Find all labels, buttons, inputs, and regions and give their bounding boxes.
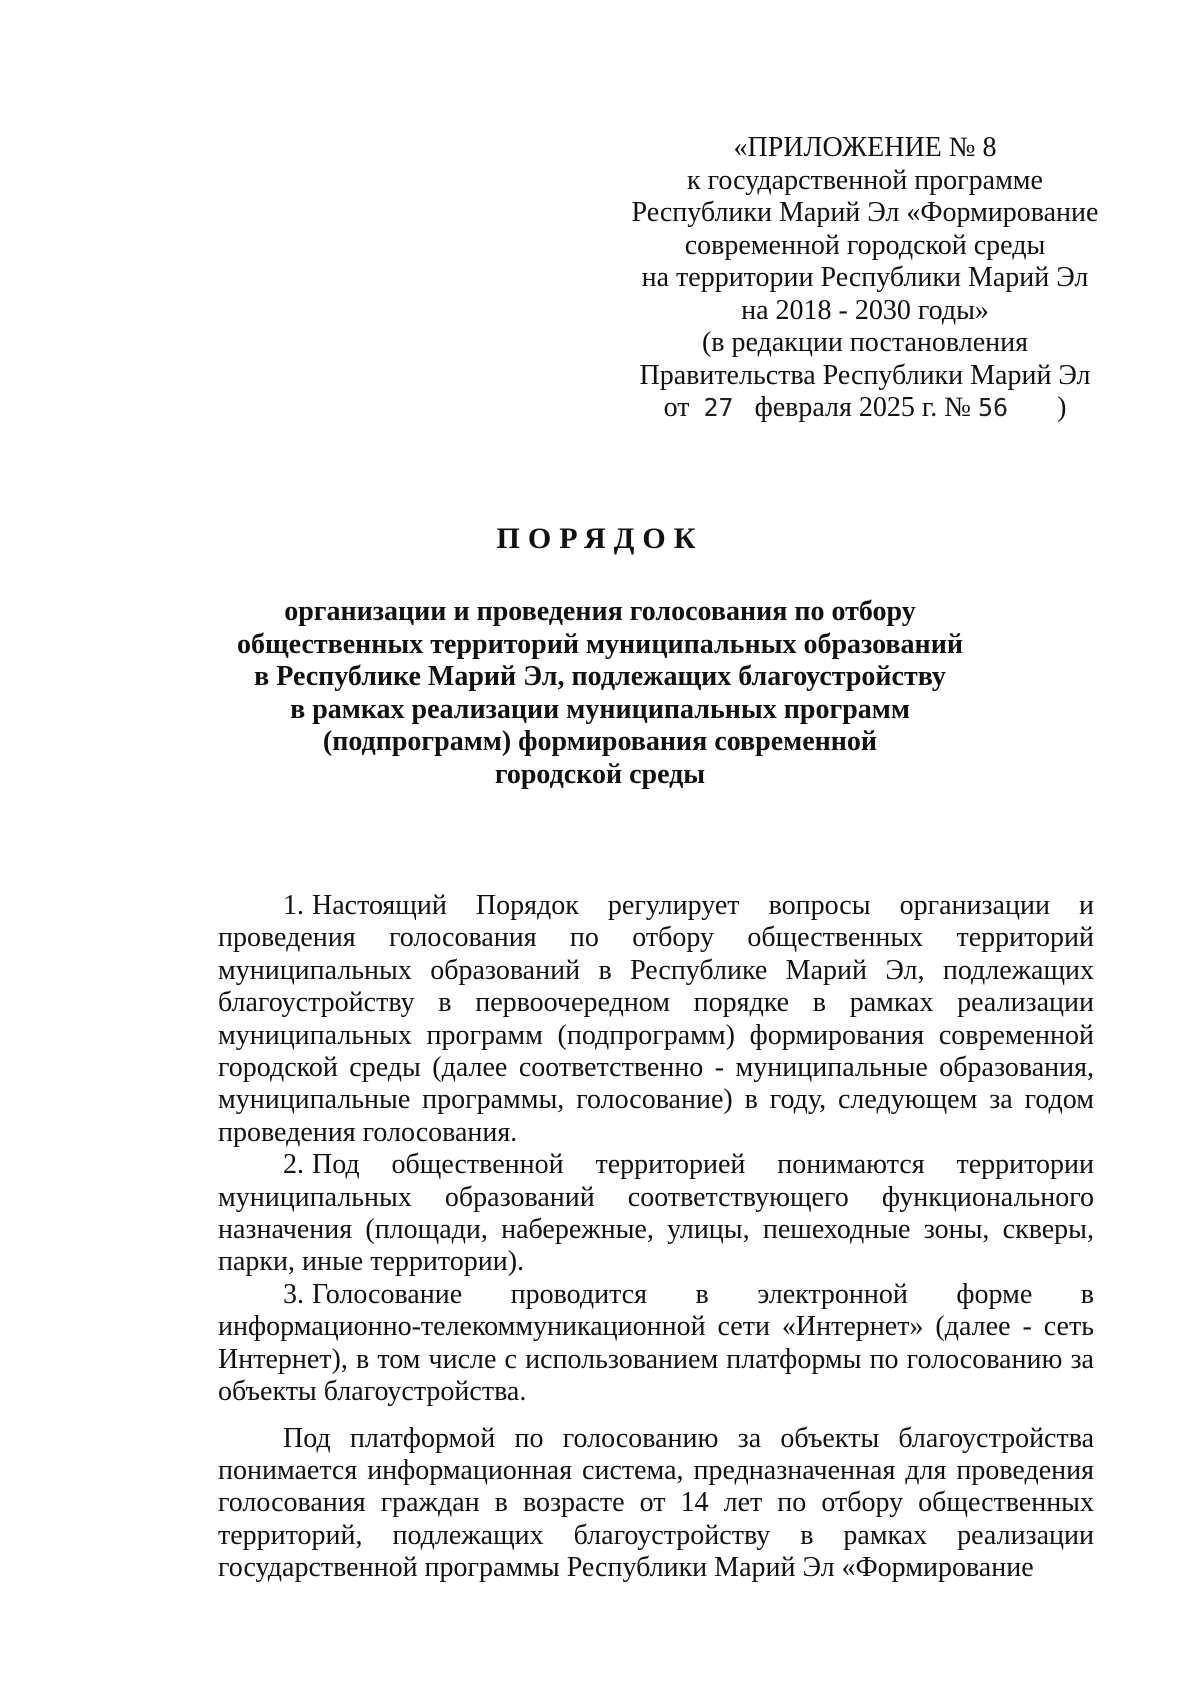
- paragraph: [218, 1423, 1094, 1585]
- paragraph: [218, 1149, 1094, 1279]
- subtitle-line: общественных территорий муниципальных образований: [237, 628, 963, 660]
- annex-line: (в редакции постановления: [701, 327, 1029, 358]
- paragraph-text: Настоящий Порядок регулирует вопросы организации и проведения голосования по отбору общественных территорий муниципальных образований в Республике Марий Эл, подлежащих благоустройству в первоочередном порядке в рамках реализации муниципальных программ (подпрограмм) формирования современной городской среды (далее соответственно - муниципальные образования, муниципальные программы, голосование) в году, следующем за годом проведения голосования.: [218, 890, 1094, 1148]
- annex-line: на 2018 - 2030 годы»: [741, 294, 989, 326]
- subtitle-line: (подпрограмм) формирования современной: [322, 726, 878, 757]
- date-prefix: от: [663, 392, 690, 423]
- resolution-date-line: [620, 392, 1110, 425]
- annex-line: на территории Республики Марий Эл: [641, 262, 1089, 293]
- paragraph: [218, 890, 1094, 1149]
- subtitle-line: в Республике Марий Эл, подлежащих благоустройству: [254, 661, 946, 692]
- paragraph-text: Под общественной территорией понимаются территории муниципальных образований соответствующего функционального назначения (площади, набережные, улицы, пешеходные зоны, скверы, парки, иные территории).: [218, 1149, 1094, 1278]
- annex-line: Республики Марий Эл «Формирование: [631, 197, 1099, 228]
- paragraph-text: Голосование проводится в электронной форме в информационно-телекоммуникационной сети «Интернет» (далее - сеть Интернет), в том числе с использованием платформы по голосованию за объекты благоустройства.: [218, 1278, 1094, 1408]
- date-suffix: ): [1057, 392, 1067, 423]
- annex-line: Правительства Республики Марий Эл: [639, 359, 1091, 391]
- subtitle-line: в рамках реализации муниципальных программ: [290, 693, 910, 725]
- date-month-year: февраля 2025 г. №: [754, 392, 971, 423]
- paragraph-number: 2.: [283, 1149, 304, 1181]
- annex-line: к государственной программе: [687, 164, 1043, 196]
- subtitle-line: городской среды: [494, 758, 706, 790]
- paragraph: [218, 1279, 1094, 1409]
- paragraph-number: 3.: [283, 1278, 304, 1310]
- subtitle-line: организации и проведения голосования по отбору: [284, 596, 916, 627]
- annex-line: современной городской среды: [684, 229, 1046, 261]
- resolution-number: 56: [977, 393, 1009, 422]
- document-title: ПОРЯДОК: [496, 522, 704, 555]
- annex-number: «ПРИЛОЖЕНИЕ № 8: [733, 132, 997, 163]
- paragraph-number: 1.: [283, 890, 304, 921]
- paragraph-text: Под платформой по голосованию за объекты благоустройства понимается информационная система, предназначенная для проведения голосования граждан в возрасте от 14 лет по отбору общественных территорий, подлежащих благоустройству в рамках реализации государственной программы Республики Марий Эл «Формирование: [218, 1422, 1094, 1584]
- document-body: [218, 890, 1094, 1585]
- annex-header: [620, 132, 1110, 425]
- document-subtitle: [230, 596, 970, 791]
- date-day: 27: [703, 393, 734, 422]
